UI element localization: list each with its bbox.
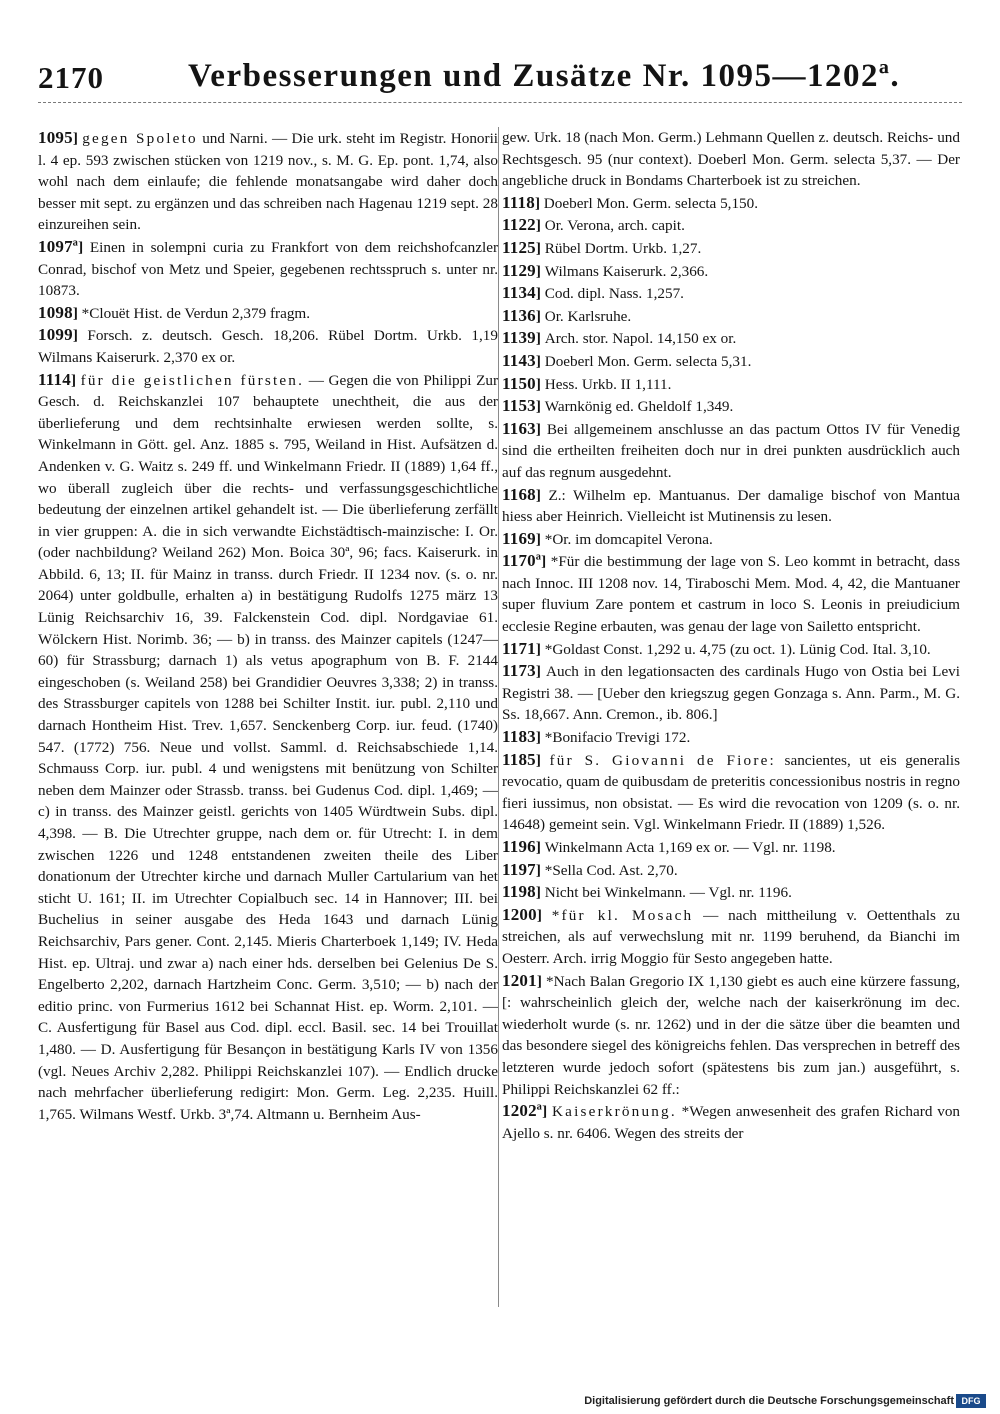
entry-text: Or. Verona, arch. capit. — [544, 217, 685, 235]
page-number: 2170 — [38, 60, 104, 95]
register-entry: 1201] *Nach Balan Gregorio IX 1,130 giebt es auch eine kürzere fassung, [: wahrscheinlich gleich der, welche nach der kaiserkrönung im dec. wiederholt wurde (s. nr. 1262) und in der die sätze über die beamten und das besondere siegel des königreichs fehlen. Das versprechen in betreff des letzteren wurde jedoch sofort (spätestens bis zum jan.) ausgeführt, s. Philippi Reichskanzlei 62 ff.: — [502, 970, 960, 1098]
entry-text: *Or. im domcapitel Verona. — [544, 530, 713, 548]
entry-number: 1168 — [502, 484, 536, 504]
register-entry: 1196] Winkelmann Acta 1,169 ex or. — Vgl. nr. 1198. — [502, 837, 836, 856]
entry-text: *Bonifacio Trevigi 172. — [544, 729, 691, 747]
entry-text: Or. Karlsruhe. — [544, 307, 632, 325]
entry-number: 1169 — [502, 528, 536, 548]
dfg-logo-icon: DFG — [956, 1394, 986, 1408]
register-entry: 1168] Z.: Wilhelm ep. Mantuanus. Der damalige bischof von Mantua hiess aber Heinrich. Vielleicht ist Mutinensis zu lesen. — [502, 484, 960, 526]
register-entry: 1171] *Goldast Const. 1,292 u. 4,75 (zu oct. 1). Lünig Cod. Ital. 3,10. — [502, 638, 931, 658]
entry-text: Z.: Wilhelm ep. Mantuanus. Der damalige bischof von Mantua hiess aber Heinrich. Vielleicht ist Mutinensis zu lesen. — [502, 486, 960, 526]
register-entry: 1114] für die geistlichen fürsten. — Gegen die von Philippi Zur Gesch. d. Reichskanzlei 107 behauptete unechtheit, die aus der überlieferung und dem rechtsinhalte erwiesen werden sollte, s. Winkelmann in Gött. gel. Anz. 1885 s. 795, Weiland in Hist. Aufsätzen d. Andenken v. G. Waitz s. 249 ff. und Winkelmann Friedr. II (1889) 1,64 ff., wo überall zugleich über die rechts- und verfassungsgeschichtliche bedeutung der einzelnen artikel gehandelt ist. — Die überlieferung zerfällt in vier gruppen: A. die in sich verwandte Eichstädtisch-mainzische: I. Or. (oder nachbildung? Weiland 262) Mon. Boica 30ª, 96; facs. Kaiserurk. in Abbild. 6, 13; II. für Mainz in transs. durch Friedr. II 1234 nov. (s. o. nr. 2064) unter goldbulle, erhalten a) in bestätigung Rudolfs 1275 märz 13 Lünig Reichsarchiv 16, 39. Falckenstein Cod. dipl. Nordgaviae 61. Wölckern Hist. Norimb. 36; — b) in transs. des Mainzer capitels (1247—60) für Strassburg; darnach 1) als vetus apographum von B. F. 2144 eingeschoben (s. Weiland 258) bei Grandidier Oeuvres 3,338; 2) in transs. des Strassburger capitels von 1288 bei Schilter Instit. iur. publ. 2,110 und darnach Hontheim Hist. Trev. 1,657. Senckenberg Corp. iur. feud. (1740) 547. (1772) 756. Neue und vollst. Samml. d. Reichsabschiede 1,14. Schmauss Corp. iur. publ. 4 und wenigstens mit benützung von Schilter neben dem Mainzer oder Strassb. transs. bei Gudenus Cod. dipl. 1,469; — c) in transs. des Mainzer geistl. gerichts von 1405 Würdtwein Subs. dipl. 4,398. — B. Die Utrechter gruppe, nach dem or. für Utrecht: I. in dem zwischen 1226 und 1248 entstandenen zweiten theile des Liber donationum der Utrechter kirche und darnach Muller Cartularium van het sticht U. 161; II. im Utrechter Copialbuch sec. 14 in Hannover; III. bei Buchelius in seiner ausgabe des Heda 1643 und darnach Lünig Reichsarchiv, Pars gener. Cont. 2,145. Mieris Charterboek 1,149; IV. Heda Hist. ep. Ultraj. und zwar a) nach einer hds. derselben bei Gelenius De S. Engelberto 2,202, darnach Hartzheim Conc. Germ. 3,510; — b) nach der editio princ. von Furmerius 1612 bei Schannat Hist. ep. Worm. 2,101. — C. Ausfertigung für Basel aus Cod. dipl. eccl. Basil. sec. 14 bei Trouillat 1,480. — D. Ausfertigung für Besançon in bestätigung Karls IV von 1356 (vgl. Neues Archiv 2,282. Philippi Reichskanzlei 107). — Endlich drucke nach mehrfacher überlieferung redigirt: Mon. Germ. Leg. 2,235. Huill. 1,765. Wilmans Westf. Urkb. 3ª,74. Altmann u. Bernheim Aus- — [38, 369, 499, 1123]
entry-number: 1114 — [38, 369, 71, 389]
entry-number: 1153 — [502, 396, 536, 416]
entry-text: — Gegen die von Philippi Zur Gesch. d. Reichskanzlei 107 behauptete unechtheit, die aus der überlieferung und dem rechtsinhalte erwiesen werden sollte, s. Winkelmann in Gött. gel. Anz. 1885 s. 795, Weiland in Hist. Aufsätzen d. Andenken v. G. Waitz s. 249 ff. und Winkelmann Friedr. II (1889) 1,64 ff., wo überall zugleich über die rechts- und verfassungsgeschichtliche bedeutung der einzelnen artikel gehandelt ist. — Die überlieferung zerfällt in vier gruppen: A. die in sich verwandte Eichstädtisch-mainzische: I. Or. (oder nachbildung? Weiland 262) Mon. Boica 30ª, 96; facs. Kaiserurk. in Abbild. 6, 13; II. für Mainz in transs. durch Friedr. II 1234 nov. (s. o. nr. 2064) unter goldbulle, erhalten a) in bestätigung Rudolfs 1275 märz 13 Lünig Reichsarchiv 16, 39. Falckenstein Cod. dipl. Nordgaviae 61. Wölckern Hist. Norimb. 36; — b) in transs. des Mainzer capitels (1247—60) für Strassburg; darnach 1) als vetus apographum von B. F. 2144 eingeschoben (s. Weiland 258) bei Grandidier Oeuvres 3,338; 2) in transs. des Strassburger capitels von 1288 bei Schilter Instit. iur. publ. 2,110 und darnach Hontheim Hist. Trev. 1,657. Senckenberg Corp. iur. feud. (1740) 547. (1772) 756. Neue und vollst. Samml. d. Reichsabschiede 1,14. Schmauss Corp. iur. publ. 4 und wenigstens mit benützung von Schilter neben dem Mainzer oder Strassb. transs. bei Gudenus Cod. dipl. 1,469; — c) in transs. des Mainzer geistl. gerichts von 1405 Würdtwein Subs. dipl. 4,398. — B. Die Utrechter gruppe, nach dem or. für Utrecht: I. in dem zwischen 1226 und 1248 entstandenen zweiten theile des Liber donationum der Utrechter kirche und darnach Muller Cartularium van het sticht U. 161; II. im Utrechter Copialbuch sec. 14 in Hannover; III. bei Buchelius in seiner ausgabe des Heda 1643 und darnach Lünig Reichsarchiv, Pars gener. Cont. 2,145. Mieris Charterboek 1,149; IV. Heda Hist. ep. Ultraj. und zwar a) nach einer hds. derselben bei Gelenius De S. Engelberto 2,202, darnach Hartzheim Conc. Germ. 3,510; — b) nach der editio princ. von Furmerius 1612 bei Schannat Hist. ep. Worm. 2,101. — C. Ausfertigung für Basel aus Cod. dipl. eccl. Basil. sec. 14 bei Trouillat 1,480. — D. Ausfertigung für Besançon in bestätigung Karls IV von 1356 (vgl. Neues Archiv 2,282. Philippi Reichskanzlei 107). — Endlich drucke nach mehrfacher überlieferung redigirt: Mon. Germ. Leg. 2,235. Huill. 1,765. Wilmans Westf. Urkb. 3ª,74. Altmann u. Bernheim Aus- — [38, 371, 499, 1123]
register-entry: 1125] Rübel Dortm. Urkb. 1,27. — [502, 237, 702, 257]
entry-text: Nicht bei Winkelmann. — Vgl. nr. 1196. — [544, 884, 792, 902]
entry-term: gegen Spoleto — [82, 130, 198, 147]
entry-text: Warnkönig ed. Gheldolf 1,349. — [544, 398, 734, 416]
register-entry: 1197] *Sella Cod. Ast. 2,70. — [502, 859, 678, 879]
entry-text: und Narni. — Die urk. steht im Registr. Honorii l. 4 ep. 593 zwischen stücken von 1219 nov., s. M. G. Ep. pont. 1,74, also wohl nach dem einlaufe; die fehlende monatsangabe wird daher doch besser mit sept. zu ergänzen und das schreiben nach Hagenau 1219 sept. 28 einzureihen sein. — [38, 130, 499, 234]
entry-number: 1150 — [502, 373, 536, 393]
entry-number: 1185 — [502, 749, 536, 769]
entry-number: 1099 — [38, 325, 73, 345]
register-entry: 1202ª] Kaiserkrönung. *Wegen anwesenheit des grafen Richard von Ajello s. nr. 6406. Wegen des streits der — [502, 1101, 961, 1142]
register-entry: 1173] Auch in den legationsacten des cardinals Hugo von Ostia bei Levi Registri 38. — [Ueber den kriegszug gegen Gonzaga s. Ann. Parm., M. G. Ss. 18,667. Ann. Cremon., ib. 806.] — [502, 661, 960, 724]
entry-number: 1097ª — [38, 236, 79, 256]
entry-term: Kaiserkrönung. — [551, 1103, 677, 1121]
entry-number: 1163 — [502, 418, 536, 438]
entry-number: 1200 — [502, 904, 537, 924]
register-entry: 1200] *für kl. Mosach — nach mittheilung v. Oettenthals zu streichen, als auf verwechslung mit nr. 1199 beruhend, da Bianchi im Oesterr. Arch. irrig Moggio für Sesto angegeben hatte. — [502, 904, 961, 967]
entry-text: *Nach Balan Gregorio IX 1,130 giebt es auch eine kürzere fassung, [: wahrscheinlich gleich der, welche nach der kaiserkrönung im dec. wiederholt wurde (s. nr. 1262) und in der die sätze über die beamten und das besondere siegel des königreichs fehlen. Das versprechen in betreff des letzteren wurde jedoch sofort (spätestens bis zum jan.) ausgeführt, s. Philippi Reichskanzlei 62 ff.: — [502, 972, 960, 1098]
page-title: Verbesserungen und Zusätze Nr. 1095—1202ª. — [188, 58, 901, 94]
entry-number: 1171 — [502, 638, 536, 658]
register-entry: 1139] Arch. stor. Napol. 14,150 ex or. — [502, 328, 737, 348]
register-entry: 1153] Warnkönig ed. Gheldolf 1,349. — [502, 396, 734, 416]
entry-number: 1173 — [502, 661, 536, 681]
register-entry: 1143] Doeberl Mon. Germ. selecta 5,31. — [502, 350, 752, 370]
entry-number: 1095 — [38, 128, 73, 147]
entry-number: 1129 — [502, 260, 536, 280]
entry-number: 1134 — [502, 283, 536, 303]
register-entry: 1183] *Bonifacio Trevigi 172. — [502, 727, 691, 747]
entry-text: Bei allgemeinem anschlusse an das pactum Ottos IV für Venedig sind die ertheilten freiheiten doch nur in drei punkten ausdrücklich auch auf das regnum ausgedehnt. — [502, 420, 960, 481]
column-divider — [498, 127, 499, 1307]
entry-text: Hess. Urkb. II 1,111. — [544, 375, 672, 393]
entry-term: für S. Giovanni de Fiore: — [549, 751, 776, 769]
entry-text: Rübel Dortm. Urkb. 1,27. — [544, 239, 702, 257]
page-header — [0, 52, 1000, 104]
entry-number: 1125 — [502, 237, 536, 257]
entry-text: Wilmans Kaiserurk. 2,366. — [544, 262, 709, 280]
register-entry: 1198] Nicht bei Winkelmann. — Vgl. nr. 1196. — [502, 882, 792, 902]
entry-number: 1122 — [502, 215, 536, 235]
entry-text: Arch. stor. Napol. 14,150 ex or. — [544, 330, 737, 348]
register-entry: 1169] *Or. im domcapitel Verona. — [502, 528, 713, 548]
entry-text: gew. Urk. 18 (nach Mon. Germ.) Lehmann Quellen z. deutsch. Reichs- und Rechtsgesch. 95 (nur context). Doeberl Mon. Germ. selecta 5,37. — Der angebliche druck in Bondams Charterboek ist zu streichen. — [502, 129, 960, 190]
entry-text: *Goldast Const. 1,292 u. 4,75 (zu oct. 1). Lünig Cod. Ital. 3,10. — [544, 640, 931, 658]
entry-number: 1136 — [502, 305, 536, 325]
entry-term: *für kl. Mosach — [551, 906, 694, 924]
entry-text: Forsch. z. deutsch. Gesch. 18,206. Rübel Dortm. Urkb. 1,19 Wilmans Kaiserurk. 2,370 ex or. — [38, 327, 498, 366]
register-entry: 1118] Doeberl Mon. Germ. selecta 5,150. — [502, 192, 759, 212]
entry-number: 1183 — [502, 727, 536, 747]
register-entry: 1170ª] *Für die bestimmung der lage von S. Leo kommt in betracht, dass nach Innoc. III 1208 nov. 14, Tiraboschi Mem. Mod. 4, 42, die Mantuaner super fluvium Zare pontem et castrum in loco S. Leonis in preiudicium ecclesie Regine erbauten, was genau der lage von Sailetto entspricht. — [502, 551, 960, 636]
register-entry: 1136] Or. Karlsruhe. — [502, 305, 632, 325]
register-entry: 1163] Bei allgemeinem anschlusse an das pactum Ottos IV für Venedig sind die ertheilten freiheiten doch nur in drei punkten ausdrücklich auch auf das regnum ausgedehnt. — [502, 418, 960, 481]
entry-number: 1139 — [502, 328, 536, 348]
entry-text: sancientes, ut eis generalis revocatio, quam de quibusdam de preteritis concessionibus nostris in regno fieri iussimus, non obsistat. — Es wird die revocation von 1209 (s. o. nr. 14648) gemeint sein. Vgl. Winkelmann Friedr. II (1889) 1,526. — [502, 751, 961, 834]
entry-number: 1201 — [502, 970, 537, 990]
right-column — [502, 127, 960, 1144]
entry-text: *Clouët Hist. de Verdun 2,379 fragm. — [81, 304, 311, 322]
entry-text: Auch in den legationsacten des cardinals Hugo von Ostia bei Levi Registri 38. — [Ueber den kriegszug gegen Gonzaga s. Ann. Parm., M. G. Ss. 18,667. Ann. Cremon., ib. 806.] — [502, 663, 960, 724]
entry-text: Doeberl Mon. Germ. selecta 5,150. — [543, 194, 759, 212]
register-entry: 1134] Cod. dipl. Nass. 1,257. — [502, 283, 684, 303]
entry-text: Winkelmann Acta 1,169 ex or. — Vgl. nr. 1198. — [544, 839, 836, 856]
entry-term: für die geistlichen fürsten. — [80, 371, 305, 389]
entry-text: Doeberl Mon. Germ. selecta 5,31. — [544, 352, 752, 370]
entry-number: 1202ª — [502, 1101, 543, 1121]
entry-number: 1143 — [502, 350, 536, 370]
register-entry: 1097ª] Einen in solempni curia zu Frankfort von dem reichshofcanzler Conrad, bischof von Metz und Speier, gegebenen rechtsspruch s. unter nr. 10873. — [38, 236, 498, 300]
register-entry — [502, 127, 960, 192]
register-entry: 1098] *Clouët Hist. de Verdun 2,379 fragm. — [38, 302, 311, 322]
entry-text: — nach mittheilung v. Oettenthals zu streichen, als auf verwechslung mit nr. 1199 beruhend, da Bianchi im Oesterr. Arch. irrig Moggio für Sesto angegeben hatte. — [502, 906, 961, 967]
entry-number: 1197 — [502, 859, 536, 879]
left-column — [38, 127, 498, 1125]
footer-credit: Digitalisierung gefördert durch die Deutsche Forschungsgemeinschaft — [584, 1395, 954, 1407]
entry-number: 1118 — [502, 192, 535, 212]
page-footer — [0, 1394, 1000, 1410]
header-rule — [38, 102, 962, 103]
entry-text: Einen in solempni curia zu Frankfort von dem reichshofcanzler Conrad, bischof von Metz und Speier, gegebenen rechtsspruch s. unter nr. 10873. — [38, 238, 498, 300]
entry-text: *Sella Cod. Ast. 2,70. — [544, 861, 678, 879]
entry-text: *Für die bestimmung der lage von S. Leo kommt in betracht, dass nach Innoc. III 1208 nov. 14, Tiraboschi Mem. Mod. 4, 42, die Mantuaner super fluvium Zare pontem et castrum in loco S. Leonis in preiudicium ecclesie Regine erbauten, was genau der lage von Sailetto entspricht. — [502, 553, 960, 636]
register-entry: 1185] für S. Giovanni de Fiore: sancientes, ut eis generalis revocatio, quam de quibusdam de preteritis concessionibus nostris in regno fieri iussimus, non obsistat. — Es wird die revocation von 1209 (s. o. nr. 14648) gemeint sein. Vgl. Winkelmann Friedr. II (1889) 1,526. — [502, 749, 961, 834]
register-entry: 1150] Hess. Urkb. II 1,111. — [502, 373, 672, 393]
entry-text: Cod. dipl. Nass. 1,257. — [544, 285, 684, 303]
register-entry: 1129] Wilmans Kaiserurk. 2,366. — [502, 260, 709, 280]
entry-number: 1198 — [502, 882, 536, 902]
entry-number: 1170ª — [502, 551, 542, 571]
register-entry: 1122] Or. Verona, arch. capit. — [502, 215, 685, 235]
entry-number: 1098 — [38, 302, 73, 322]
register-entry: 1095] gegen Spoleto und Narni. — Die urk. steht im Registr. Honorii l. 4 ep. 593 zwischen stücken von 1219 nov., s. M. G. Ep. pont. 1,74, also wohl nach dem einlaufe; die fehlende monatsangabe wird daher doch besser mit sept. zu ergänzen und das schreiben nach Hagenau 1219 sept. 28 einzureihen sein. — [38, 128, 499, 234]
entry-number: 1196 — [502, 837, 536, 856]
register-entry: 1099] Forsch. z. deutsch. Gesch. 18,206. Rübel Dortm. Urkb. 1,19 Wilmans Kaiserurk. 2,370 ex or. — [38, 325, 498, 366]
entry-text: *Wegen anwesenheit des grafen Richard von Ajello s. nr. 6406. Wegen des streits der — [502, 1103, 961, 1142]
